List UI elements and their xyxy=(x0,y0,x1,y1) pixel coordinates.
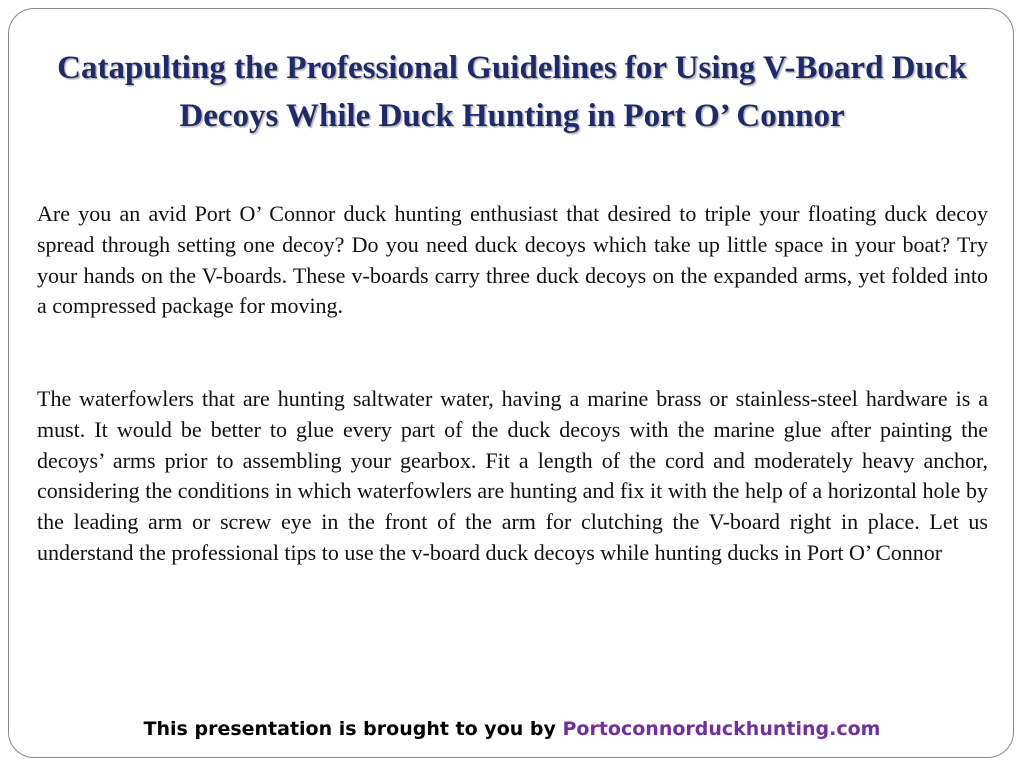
footer-credit xyxy=(0,716,1024,742)
footer-website-link[interactable]: Portoconnorduckhunting.com xyxy=(562,718,881,740)
body-paragraph-intro: Are you an avid Port O’ Connor duck hunting enthusiast that desired to triple your floating duck decoy spread through setting one decoy? Do you need duck decoys which take up little space in your boat? Try your hands on the V-boards. These v-boards carry three duck decoys on the expanded arms, yet folded into a compressed package for moving. xyxy=(37,201,988,319)
footer-text: This presentation is brought to you by xyxy=(143,718,556,740)
body-paragraph-guidelines: The waterfowlers that are hunting saltwater water, having a marine brass or stainless-steel hardware is a must. It would be better to glue every part of the duck decoys with the marine glue after painting the decoys’ arms prior to assembling your gearbox. Fit a length of the cord and moderately heavy anchor, considering the conditions in which waterfowlers are hunting and fix it with the help of a horizontal hole by the leading arm or screw eye in the front of the arm for clutching the V-board right in place. Let us understand the professional tips to use the v-board duck decoys while hunting ducks in Port O’ Connor xyxy=(37,386,988,565)
slide-title: Catapulting the Professional Guidelines for Using V-Board Duck Decoys While Duck Hunting in Port O’ Connor xyxy=(57,50,967,134)
